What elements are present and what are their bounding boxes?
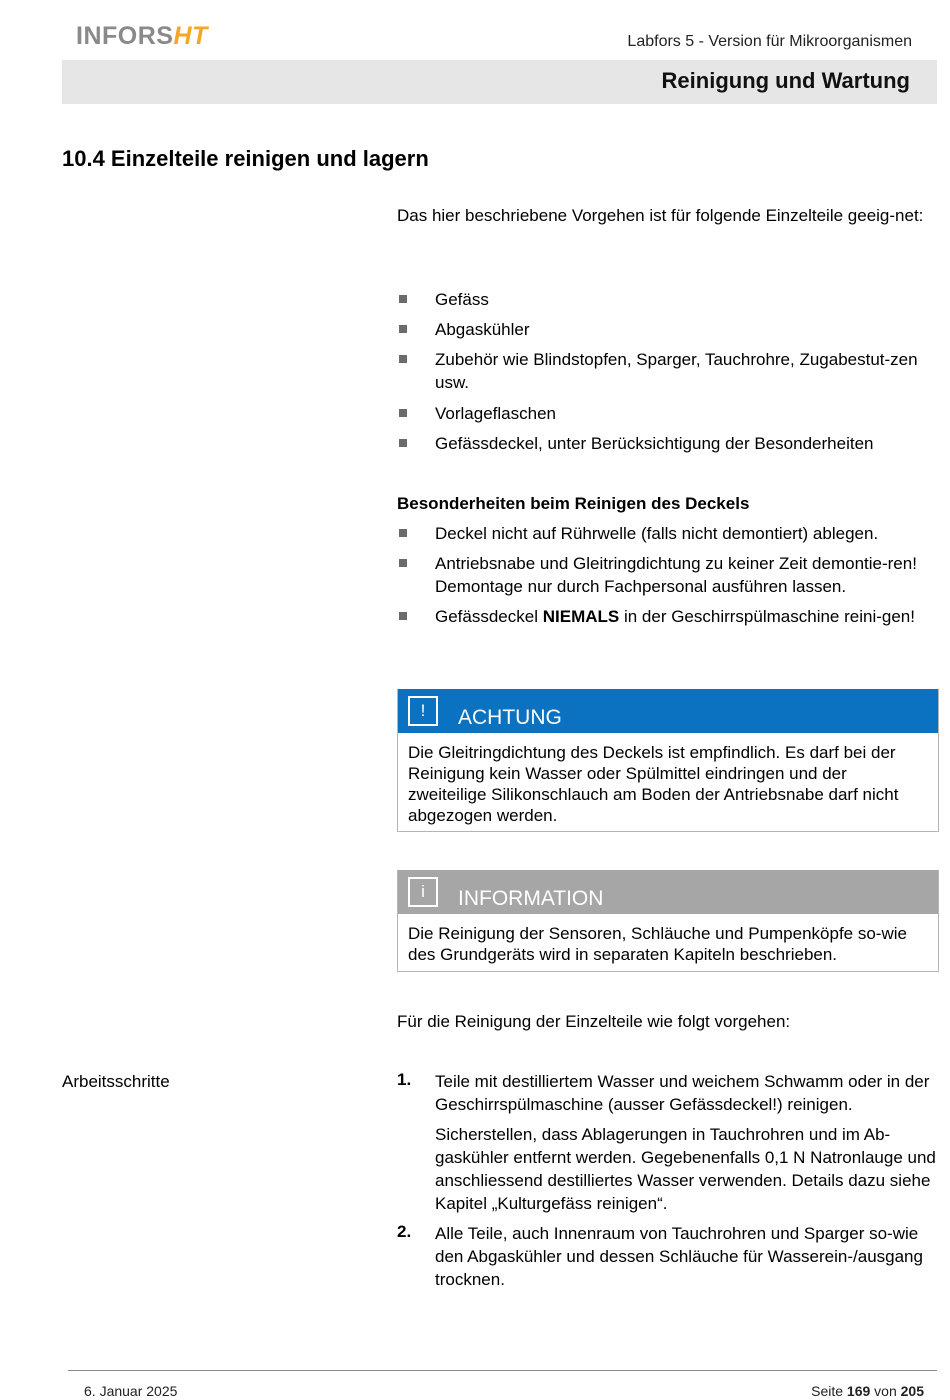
logo-mark: HT bbox=[173, 22, 208, 50]
document-title: Labfors 5 - Version für Mikroorganismen bbox=[627, 33, 912, 50]
list-item: Abgaskühler bbox=[397, 318, 937, 341]
page-number: Seite 169 von 205 bbox=[811, 1383, 924, 1399]
information-box bbox=[397, 870, 939, 972]
logo-text: INFORS bbox=[76, 22, 174, 50]
bullet-square-icon bbox=[399, 409, 407, 417]
information-box-header bbox=[398, 870, 938, 914]
step-note: Sicherstellen, dass Ablagerungen in Tauchrohren und im Ab-gaskühler entfernt werden. Gegebenenfalls 0,1 N Natronlauge und anschliessend destilliertes Wasser verwenden. Details dazu siehe Kapitel „Kulturgefäss reinigen“. bbox=[435, 1125, 936, 1213]
list-item: Vorlageflaschen bbox=[397, 402, 937, 425]
exclamation-icon: ! bbox=[408, 696, 438, 726]
warning-box bbox=[397, 689, 939, 832]
list-item: Gefäss bbox=[397, 288, 937, 311]
bullet-square-icon bbox=[399, 559, 407, 567]
warning-box-header bbox=[398, 689, 938, 733]
footer-divider bbox=[68, 1370, 937, 1371]
information-text: Die Reinigung der Sensoren, Schläuche und Pumpenköpfe so-wie des Grundgeräts wird in separaten Kapiteln beschrieben. bbox=[408, 924, 907, 964]
step-number: 2. bbox=[397, 1222, 412, 1241]
footer-date: 6. Januar 2025 bbox=[84, 1383, 178, 1399]
subheading: Besonderheiten beim Reinigen des Deckels bbox=[397, 494, 750, 513]
bullet-square-icon bbox=[399, 529, 407, 537]
list-item: Zubehör wie Blindstopfen, Sparger, Tauchrohre, Zugabestut-zen usw. bbox=[397, 348, 937, 394]
bullet-square-icon bbox=[399, 325, 407, 333]
list-item: Deckel nicht auf Rührwelle (falls nicht demontiert) ablegen. bbox=[397, 522, 937, 545]
chapter-title: Reinigung und Wartung bbox=[661, 68, 910, 93]
step-number: 1. bbox=[397, 1070, 412, 1089]
side-label: Arbeitsschritte bbox=[62, 1072, 170, 1091]
step-text: Alle Teile, auch Innenraum von Tauchrohren und Sparger so-wie den Abgaskühler und dessen Schläuche für Wasserein-/ausgang trocknen. bbox=[435, 1224, 923, 1289]
procedure-lead: Für die Reinigung der Einzelteile wie folgt vorgehen: bbox=[397, 1012, 791, 1031]
list-item: Gefässdeckel, unter Berücksichtigung der Besonderheiten bbox=[397, 432, 937, 455]
step-text: Teile mit destilliertem Wasser und weichem Schwamm oder in der Geschirrspülmaschine (ausser Gefässdeckel!) reinigen. bbox=[435, 1072, 930, 1114]
list-item: Gefässdeckel NIEMALS in der Geschirrspülmaschine reini-gen! bbox=[397, 605, 937, 651]
intro-paragraph: Das hier beschriebene Vorgehen ist für folgende Einzelteile geeig-net: bbox=[397, 206, 924, 225]
emphasis-niemals: NIEMALS bbox=[542, 607, 620, 626]
warning-text: Die Gleitringdichtung des Deckels ist empfindlich. Es darf bei der Reinigung kein Wasser oder Spülmittel eindringen und der zweiteilige Silikonschlauch am Boden der Antriebsnabe darf nicht abgezogen werden. bbox=[408, 743, 899, 825]
infors-ht-logo bbox=[76, 22, 208, 51]
bullet-square-icon bbox=[399, 295, 407, 303]
bullet-square-icon bbox=[399, 355, 407, 363]
bullet-square-icon bbox=[399, 612, 407, 620]
bullet-square-icon bbox=[399, 439, 407, 447]
section-heading: 10.4 Einzelteile reinigen und lagern bbox=[62, 146, 429, 171]
list-item: Antriebsnabe und Gleitringdichtung zu keiner Zeit demontie-ren! Demontage nur durch Fachpersonal ausführen lassen. bbox=[397, 552, 937, 598]
information-label: INFORMATION bbox=[458, 887, 604, 910]
info-icon: i bbox=[408, 877, 438, 907]
warning-label: ACHTUNG bbox=[458, 706, 562, 729]
